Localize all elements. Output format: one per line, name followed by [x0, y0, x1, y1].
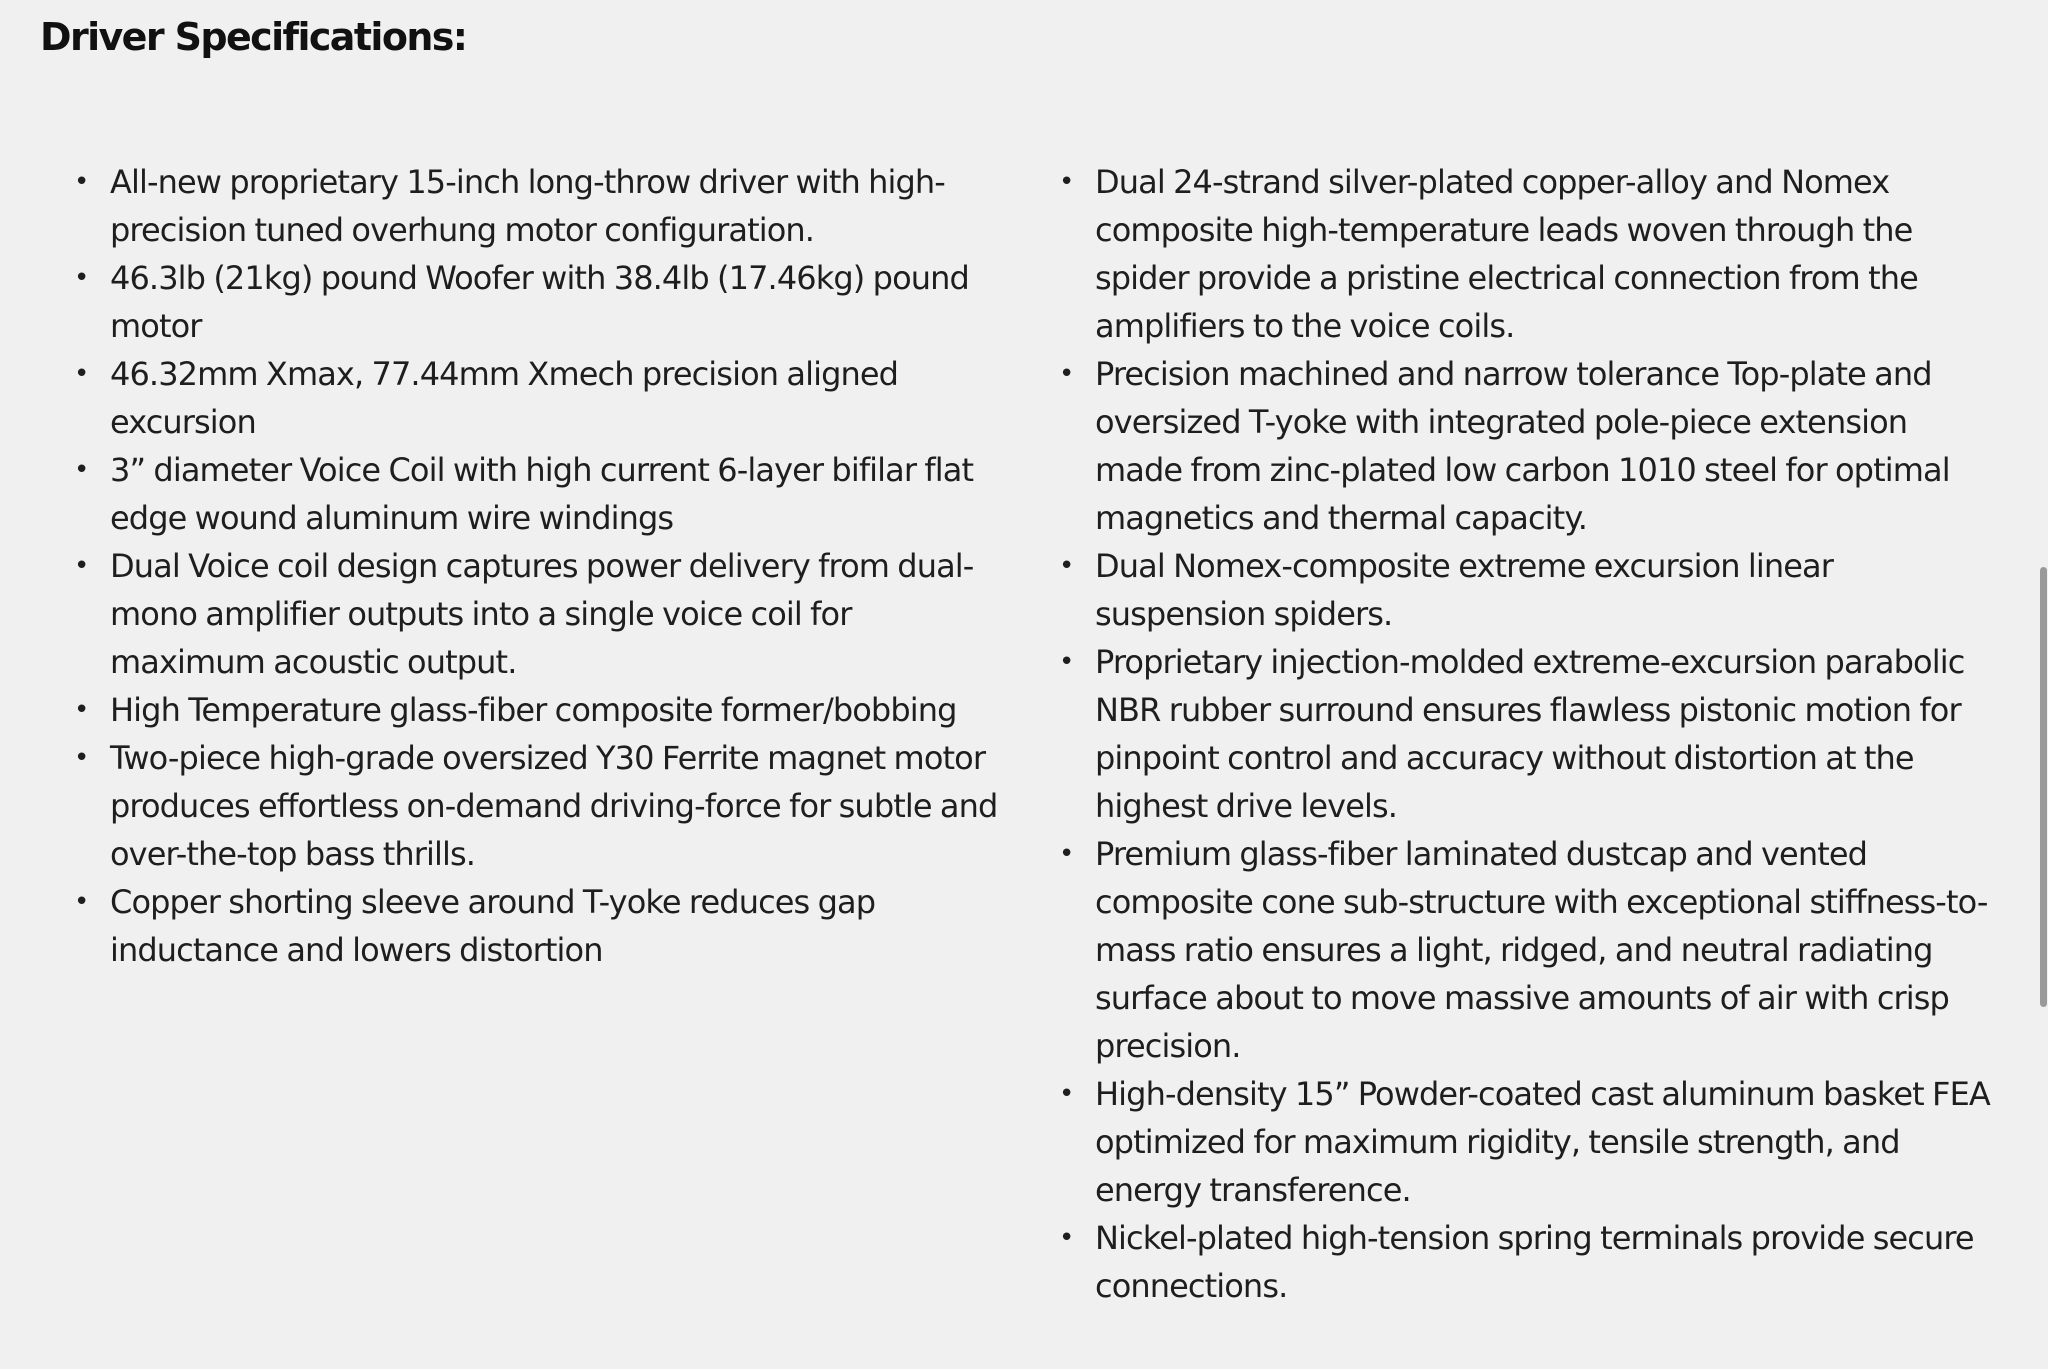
list-item-text: High-density 15” Powder-coated cast aluminum basket FEA optimized for maximum rigidity, tensile strength, and energy transference.	[1095, 1075, 1990, 1209]
list-item-text: High Temperature glass-fiber composite former/bobbing	[110, 691, 957, 729]
list-item	[1057, 1070, 1992, 1214]
bullet-icon: •	[74, 359, 89, 389]
bullet-icon: •	[1059, 1223, 1074, 1253]
list-item	[72, 254, 1012, 350]
list-item-text: All-new proprietary 15-inch long-throw driver with high-precision tuned overhung motor configuration.	[110, 163, 945, 249]
list-item-text: Premium glass-fiber laminated dustcap and vented composite cone sub-structure with exceptional stiffness-to-mass ratio ensures a light, ridged, and neutral radiating surface about to move massive amounts of air with crisp precision.	[1095, 835, 1988, 1065]
bullet-icon: •	[1059, 1079, 1074, 1109]
list-item-text: Nickel-plated high-tension spring terminals provide secure connections.	[1095, 1219, 1974, 1305]
list-item	[72, 878, 1012, 974]
list-item-text: Proprietary injection-molded extreme-excursion parabolic NBR rubber surround ensures flawless pistonic motion for pinpoint control and accuracy without distortion at the highest drive levels.	[1095, 643, 1965, 825]
bullet-icon: •	[74, 743, 89, 773]
list-item-text: Copper shorting sleeve around T-yoke reduces gap inductance and lowers distortion	[110, 883, 876, 969]
list-item-text: Dual 24-strand silver-plated copper-alloy and Nomex composite high-temperature leads woven through the spider provide a pristine electrical connection from the amplifiers to the voice coils.	[1095, 163, 1918, 345]
bullet-icon: •	[74, 551, 89, 581]
vertical-scrollbar[interactable]	[2038, 0, 2048, 1369]
bullet-icon: •	[1059, 551, 1074, 581]
list-item-text: Two-piece high-grade oversized Y30 Ferrite magnet motor produces effortless on-demand driving-force for subtle and over-the-top bass thrills.	[110, 739, 998, 873]
bullet-icon: •	[1059, 359, 1074, 389]
list-item	[72, 350, 1012, 446]
bullet-icon: •	[1059, 839, 1074, 869]
page-heading: Driver Specifications:	[40, 15, 467, 59]
list-item	[1057, 158, 1992, 350]
bullet-icon: •	[1059, 647, 1074, 677]
list-item-text: Dual Nomex-composite extreme excursion linear suspension spiders.	[1095, 547, 1834, 633]
bullet-icon: •	[74, 455, 89, 485]
bullet-icon: •	[1059, 167, 1074, 197]
bullet-icon: •	[74, 167, 89, 197]
list-item	[72, 542, 1012, 686]
list-item	[1057, 830, 1992, 1070]
list-item	[1057, 1214, 1992, 1310]
bullet-icon: •	[74, 887, 89, 917]
list-item-text: Precision machined and narrow tolerance Top-plate and oversized T-yoke with integrated pole-piece extension made from zinc-plated low carbon 1010 steel for optimal magnetics and thermal capacity.	[1095, 355, 1950, 537]
list-item	[1057, 638, 1992, 830]
specs-list-right	[1057, 158, 1992, 1310]
bullet-icon: •	[74, 695, 89, 725]
list-item	[72, 734, 1012, 878]
bullet-icon: •	[74, 263, 89, 293]
list-item	[1057, 350, 1992, 542]
specs-list-left	[72, 158, 1012, 974]
list-item	[72, 158, 1012, 254]
list-item-text: 46.3lb (21kg) pound Woofer with 38.4lb (17.46kg) pound motor	[110, 259, 969, 345]
list-item-text: Dual Voice coil design captures power delivery from dual-mono amplifier outputs into a single voice coil for maximum acoustic output.	[110, 547, 974, 681]
list-item-text: 46.32mm Xmax, 77.44mm Xmech precision aligned excursion	[110, 355, 899, 441]
list-item	[1057, 542, 1992, 638]
list-item-text: 3” diameter Voice Coil with high current 6-layer bifilar flat edge wound aluminum wire windings	[110, 451, 974, 537]
list-item	[72, 446, 1012, 542]
scrollbar-thumb[interactable]	[2040, 567, 2047, 1007]
list-item	[72, 686, 1012, 734]
